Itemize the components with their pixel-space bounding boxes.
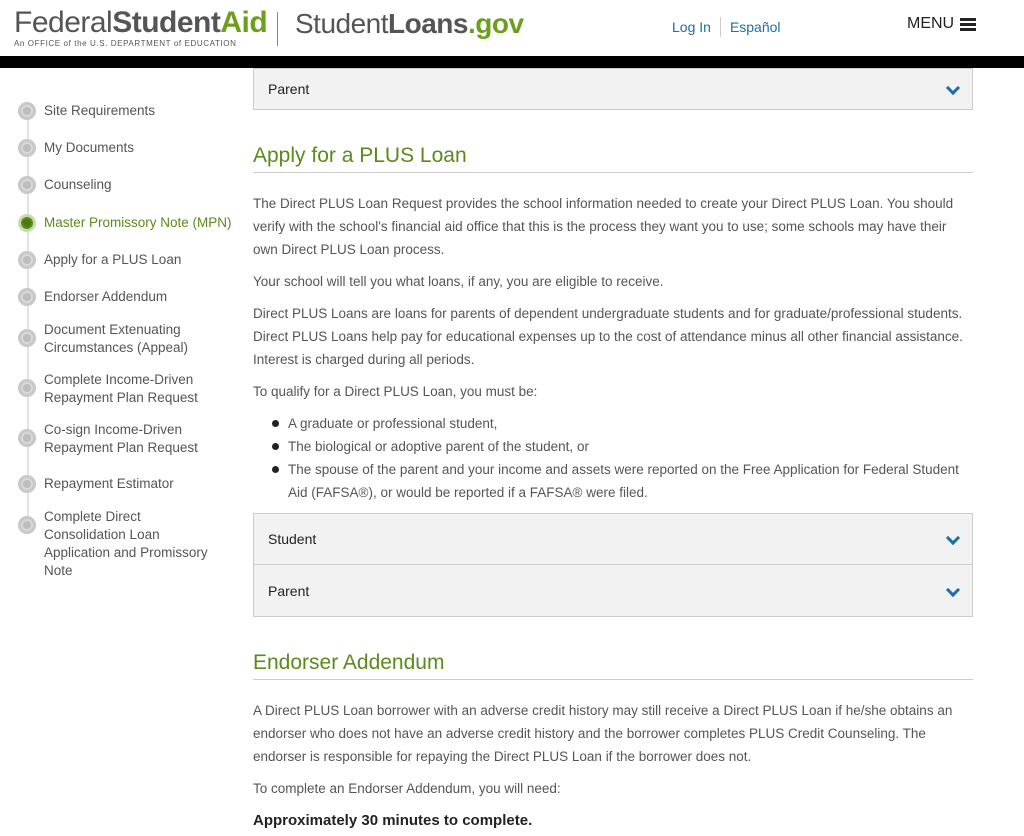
sidebar-item-consolidation[interactable]: Complete Direct Consolidation Loan Application and Promissory Note	[16, 508, 226, 580]
accordion-label: Parent	[268, 582, 310, 599]
sidebar-item-appeal[interactable]: Document Extenuating Circumstances (Appeal)	[16, 321, 196, 357]
step-circle-icon	[18, 429, 36, 447]
accordion-parent-top[interactable]	[253, 68, 973, 110]
fsa-logo[interactable]	[14, 6, 267, 48]
site-header	[0, 0, 1024, 56]
plus-paragraph-1: The Direct PLUS Loan Request provides the school information needed to create your Direct PLUS Loan. You should verify with the school's financial aid office that this is the process they want you to use; some schools may have their own Direct PLUS Loan process.	[253, 196, 954, 257]
main-content	[253, 68, 973, 832]
hamburger-icon	[960, 18, 976, 31]
header-bar	[0, 56, 1024, 68]
step-circle-icon	[18, 176, 36, 194]
plus-loan-heading: Apply for a PLUS Loan	[253, 142, 973, 173]
menu-label: MENU	[907, 15, 955, 32]
sidebar-item-plus-loan[interactable]: Apply for a PLUS Loan	[16, 251, 181, 269]
plus-paragraph-2: Your school will tell you what loans, if any, you are eligible to receive.	[253, 274, 664, 289]
accordion-label: Student	[268, 531, 317, 547]
logo-divider	[277, 12, 278, 46]
sidebar-item-endorser-addendum[interactable]: Endorser Addendum	[16, 288, 167, 306]
header-links	[672, 17, 781, 37]
studentloans-logo[interactable]: StudentLoans.gov	[295, 8, 524, 39]
step-circle-icon	[18, 379, 36, 397]
plus-paragraph-3: Direct PLUS Loans are loans for parents of dependent undergraduate students and for graduate/professional students. Direct PLUS Loans help pay for educational expenses up to the cost of attendance minus all other financial assistance. Interest is charged during all periods.	[253, 306, 963, 367]
endorser-time-estimate: Approximately 30 minutes to complete.	[253, 812, 533, 829]
endorser-paragraph-2: To complete an Endorser Addendum, you will need:	[253, 781, 561, 796]
accordion-label: Parent	[268, 81, 310, 97]
endorser-paragraph-1: A Direct PLUS Loan borrower with an adverse credit history may still receive a Direct PLUS Loan if he/she obtains an endorser who does not have an adverse credit history and the borrower completes PLUS Credit Counseling. The endorser is responsible for repaying the Direct PLUS Loan if the borrower does not.	[253, 703, 953, 764]
chevron-down-icon	[946, 585, 958, 597]
step-circle-icon	[18, 516, 36, 534]
fsa-tagline: An OFFICE of the U.S. DEPARTMENT of EDUCATION	[14, 39, 237, 48]
list-item: A graduate or professional student,	[253, 412, 973, 435]
list-item: The biological or adoptive parent of the student, or	[253, 435, 973, 458]
accordion-student[interactable]	[253, 513, 973, 565]
endorser-heading: Endorser Addendum	[253, 649, 973, 680]
accordion-parent[interactable]	[253, 565, 973, 617]
step-circle-active-icon	[18, 214, 36, 232]
sidebar-item-my-documents[interactable]: My Documents	[16, 139, 134, 157]
plus-paragraph-4: To qualify for a Direct PLUS Loan, you must be:	[253, 384, 538, 399]
link-divider	[720, 17, 721, 37]
login-link[interactable]: Log In	[672, 19, 711, 35]
step-circle-icon	[18, 102, 36, 120]
chevron-down-icon	[946, 83, 958, 95]
fsa-wordmark: FederalStudentAid	[14, 6, 268, 39]
chevron-down-icon	[946, 533, 958, 545]
sidebar-timeline-line	[27, 108, 29, 528]
sidebar-item-repayment-estimator[interactable]: Repayment Estimator	[16, 475, 174, 493]
sidebar-item-cosign-idr[interactable]: Co-sign Income-Driven Repayment Plan Request	[16, 421, 206, 457]
step-circle-icon	[18, 251, 36, 269]
step-circle-icon	[18, 139, 36, 157]
menu-button[interactable]	[907, 15, 976, 33]
sidebar-item-site-requirements[interactable]: Site Requirements	[16, 102, 155, 120]
step-circle-icon	[18, 329, 36, 347]
sidebar-item-idr-request[interactable]: Complete Income-Driven Repayment Plan Request	[16, 371, 206, 407]
step-circle-icon	[18, 475, 36, 493]
step-circle-icon	[18, 288, 36, 306]
list-item: The spouse of the parent and your income and assets were reported on the Free Application for Federal Student Aid (FAFSA®), or would be reported if a FAFSA® were filed.	[253, 458, 973, 504]
sidebar-item-mpn[interactable]: Master Promissory Note (MPN)	[16, 214, 232, 232]
plus-eligibility-list	[253, 412, 973, 504]
espanol-link[interactable]: Español	[729, 19, 781, 35]
sidebar-item-counseling[interactable]: Counseling	[16, 176, 112, 194]
